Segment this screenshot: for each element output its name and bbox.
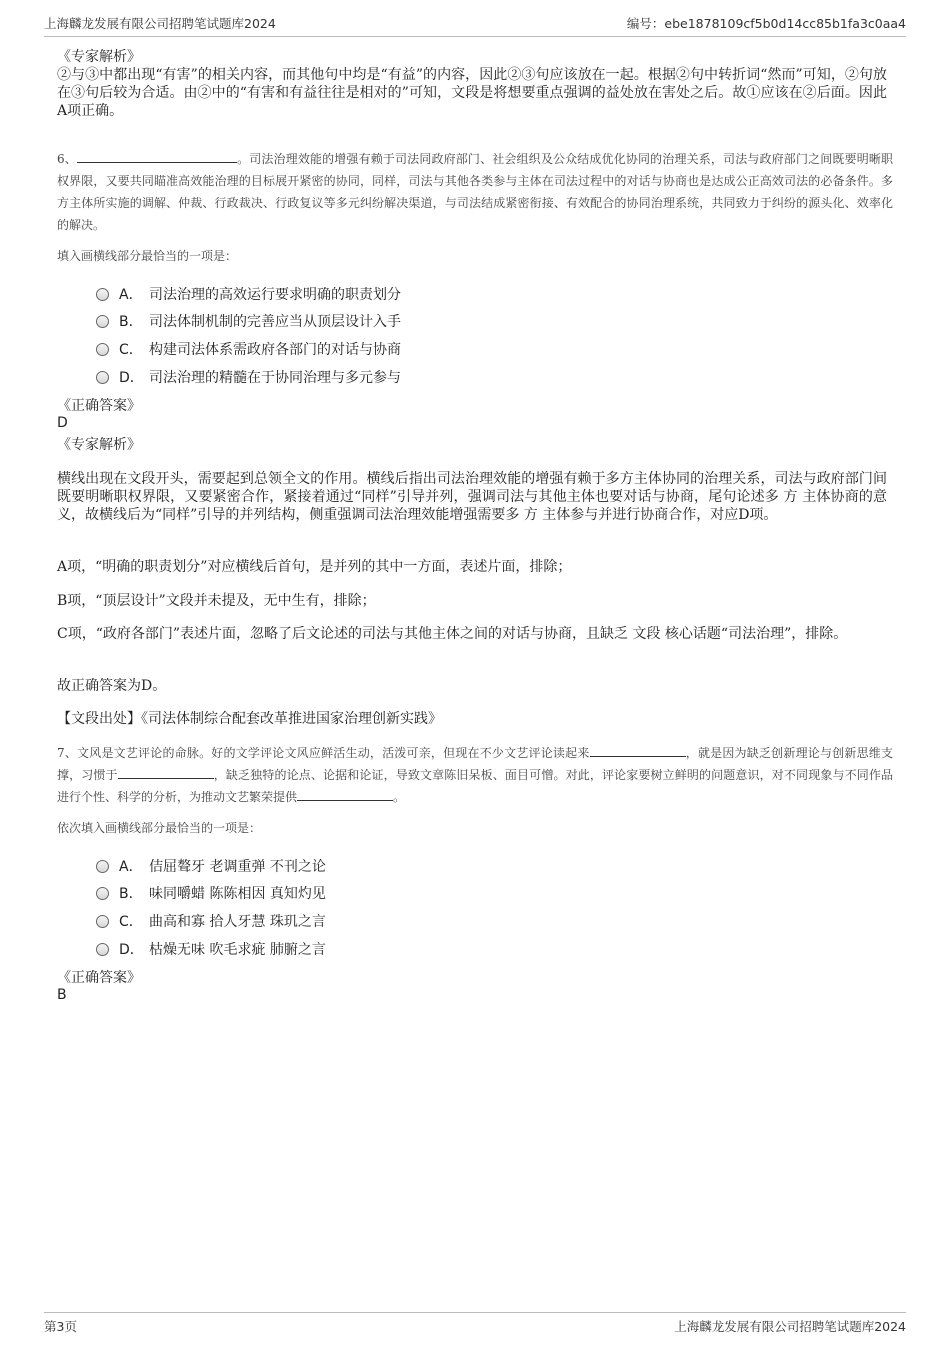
question-number: 6、: [57, 152, 77, 166]
q6-option-d[interactable]: [96, 367, 401, 387]
q6-source: 【文段出处】《司法体制综合配套改革推进国家治理创新实践》: [57, 711, 442, 727]
option-text: 佶屈聱牙 老调重弹 不刊之论: [149, 859, 326, 875]
question-text: 。司法治理效能的增强有赖于司法同政府部门、社会组织及公众结成优化协同的治理关系，司法与政府部门之间既要明晰职权界限，又要共同瞄准高效能治理的目标展开紧密的协同，同样，司法与其他各类参与主体在司法过程中的对话与协商也是达成公正高效司法的必备条件。多方主体所实施的调解、仲裁、行政裁决、行政复议等多元纠纷解决渠道，与司法结成紧密衔接、有效配合的协同治理系统，共同致力于纠纷的源头化、效率化的解决。: [57, 152, 893, 232]
option-letter: A．: [119, 859, 143, 875]
question-text-part-1: 文风是文艺评论的命脉。好的文学评论文风应鲜活生动，活泼可亲，但现在不少文艺评论读起来: [77, 746, 590, 760]
q6-analysis-paragraph: 横线出现在文段开头，需要起到总领全文的作用。横线后指出司法治理效能的增强有赖于多方主体协同的治理关系，司法与政府部门间既要明晰职权界限，又要紧密合作，紧接着通过“同样”引导并列，强调司法与其他主体也要对话与协商，尾句论述多 方 主体协商的意义，故横线后为“同样”引导的并列结构，侧重强调司法治理效能增强需要多 方 主体参与并进行协商合作，对应D项。: [57, 471, 887, 523]
question-text-part-2: ，就是因为缺乏创新理论与创新思维支撑，习惯于: [57, 746, 893, 782]
prev-analysis-text: ②与③中都出现“有害”的相关内容，而其他句中均是“有益”的内容，因此②③句应该放在一起。根据②句中转折词“然而”可知，②句放在③句后较为合适。由②中的“有害和有益往往是相对的”可知，文段是将想要重点强调的益处放在害处之后。故①应该在②后面。因此A项正确。: [57, 67, 887, 119]
option-letter: B．: [119, 314, 143, 330]
option-text: 司法治理的高效运行要求明确的职责划分: [149, 287, 401, 303]
option-letter: B．: [119, 886, 143, 902]
q6-analysis-option-a: A项，“明确的职责划分”对应横线后首句，是并列的其中一方面，表述片面，排除；: [57, 559, 572, 575]
q6-option-b[interactable]: [96, 311, 401, 331]
question-text-part-3: ，缺乏独特的论点、论据和论证，导致文章陈旧呆板、面目可憎。对此，评论家要树立鲜明的问题意识，对不同现象与不同作品进行个性、科学的分析，为推动文艺繁荣提供: [57, 768, 893, 804]
radio-button[interactable]: [96, 887, 109, 900]
footer-title: 上海麟龙发展有限公司招聘笔试题库2024: [674, 1319, 906, 1334]
q6-answer-label: 《正确答案》: [57, 398, 141, 414]
q7-option-b[interactable]: [96, 883, 326, 903]
answer-blank-1: [590, 744, 686, 757]
option-text: 曲高和寡 拾人牙慧 珠玑之言: [149, 914, 326, 930]
answer-blank-3: [297, 788, 393, 801]
radio-button[interactable]: [96, 943, 109, 956]
radio-button[interactable]: [96, 860, 109, 873]
radio-button[interactable]: [96, 343, 109, 356]
option-text: 构建司法体系需政府各部门的对话与协商: [149, 342, 401, 358]
option-letter: D．: [119, 942, 144, 958]
q6-option-c[interactable]: [96, 339, 401, 359]
option-letter: A．: [119, 287, 143, 303]
question-text-part-4: 。: [393, 790, 406, 804]
header-title: 上海麟龙发展有限公司招聘笔试题库2024: [44, 16, 276, 31]
radio-button[interactable]: [96, 315, 109, 328]
question-7-prompt: 依次填入画横线部分最恰当的一项是：: [57, 821, 262, 835]
page-footer: [44, 1312, 906, 1335]
option-letter: C．: [119, 914, 143, 930]
option-letter: C．: [119, 342, 143, 358]
q6-conclusion: 故正确答案为D。: [57, 678, 167, 694]
question-6-prompt: 填入画横线部分最恰当的一项是：: [57, 249, 238, 263]
prev-analysis-label: 《专家解析》: [57, 49, 141, 65]
option-letter: D．: [119, 370, 144, 386]
option-text: 司法体制机制的完善应当从顶层设计入手: [149, 314, 401, 330]
q6-answer: D: [57, 415, 68, 431]
q6-option-a[interactable]: [96, 284, 401, 304]
q7-option-c[interactable]: [96, 911, 326, 931]
option-text: 味同嚼蜡 陈陈相因 真知灼见: [149, 886, 326, 902]
option-text: 司法治理的精髓在于协同治理与多元参与: [149, 370, 401, 386]
q7-option-d[interactable]: [96, 939, 326, 959]
q7-answer: B: [57, 987, 67, 1003]
q7-answer-label: 《正确答案》: [57, 970, 141, 986]
option-text: 枯燥无味 吹毛求疵 肺腑之言: [149, 942, 326, 958]
radio-button[interactable]: [96, 288, 109, 301]
radio-button[interactable]: [96, 371, 109, 384]
page-number: 第3页: [44, 1319, 77, 1334]
question-6-stem: [57, 148, 893, 236]
answer-blank-2: [118, 766, 214, 779]
question-7-stem: [57, 742, 893, 808]
header-doc-id: 编号：ebe1878109cf5b0d14cc85b1fa3c0aa4: [626, 16, 906, 31]
radio-button[interactable]: [96, 915, 109, 928]
page-header: [44, 14, 906, 37]
q6-analysis-option-c: C项，“政府各部门”表述片面，忽略了后文论述的司法与其他主体之间的对话与协商，且缺乏 文段 核心话题“司法治理”，排除。: [57, 626, 848, 642]
q7-option-a[interactable]: [96, 856, 326, 876]
q6-analysis-option-b: B项，“顶层设计”文段并未提及，无中生有，排除；: [57, 593, 376, 609]
question-number: 7、: [57, 746, 78, 760]
q6-analysis-label: 《专家解析》: [57, 437, 141, 453]
answer-blank: [77, 150, 237, 163]
